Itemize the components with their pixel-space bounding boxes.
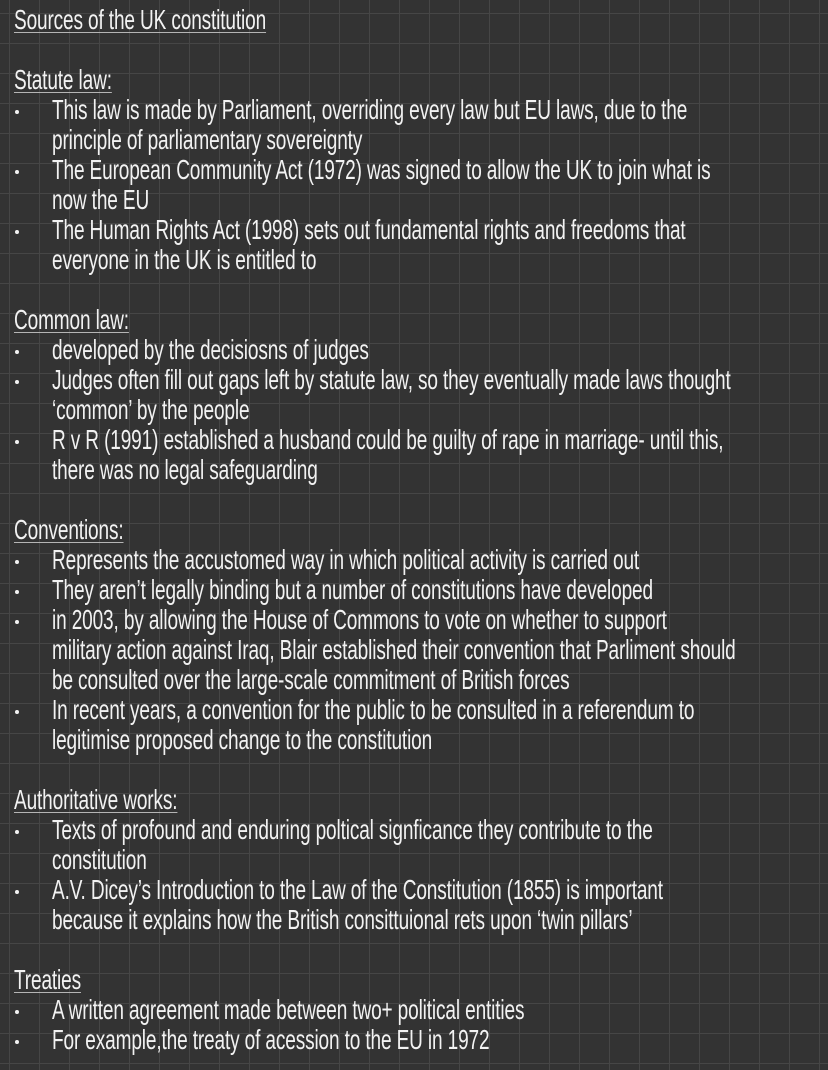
bullet-text-line: In recent years, a convention for the public to be consulted in a referendum to	[52, 694, 695, 725]
spacer	[0, 35, 828, 65]
bullet-text-line: The Human Rights Act (1998) sets out fundamental rights and freedoms that	[52, 214, 686, 245]
section-heading: Conventions:	[14, 514, 124, 545]
bullet-text-line: in 2003, by allowing the House of Commons to vote on whether to support	[52, 604, 667, 635]
section-authoritative-works	[0, 785, 828, 935]
bullet-item	[0, 335, 828, 365]
bullet-icon	[15, 440, 19, 444]
bullet-item	[0, 1025, 828, 1055]
bullet-text-line: They aren’t legally binding but a number of constitutions have developed	[52, 574, 653, 605]
bullet-text-line: because it explains how the British consittuional rets upon ‘twin pillars’	[52, 904, 633, 935]
bullet-icon	[15, 620, 19, 624]
bullet-item	[0, 545, 828, 575]
bullet-text-line: constitution	[52, 844, 147, 875]
page-title: Sources of the UK constitution	[14, 4, 267, 35]
section-heading-row	[0, 305, 828, 335]
bullet-icon	[15, 1040, 19, 1044]
spacer	[0, 935, 828, 965]
bullet-icon	[15, 110, 19, 114]
spacer	[0, 755, 828, 785]
section-heading: Authoritative works:	[14, 784, 178, 815]
bullet-item	[0, 365, 828, 425]
bullet-item	[0, 605, 828, 695]
section-heading: Common law:	[14, 304, 129, 335]
section-heading-row	[0, 965, 828, 995]
bullet-icon	[15, 710, 19, 714]
bullet-text-line: everyone in the UK is entitled to	[52, 244, 317, 275]
bullet-text-line: ‘common’ by the people	[52, 394, 250, 425]
bullet-text-line: A.V. Dicey’s Introduction to the Law of the Constitution (1855) is important	[52, 874, 663, 905]
bullet-text-line: developed by the decisiosns of judges	[52, 334, 369, 365]
bullet-item	[0, 995, 828, 1025]
bullet-icon	[15, 170, 19, 174]
section-heading: Treaties	[14, 964, 81, 995]
bullet-icon	[15, 380, 19, 384]
bullet-text-line: there was no legal safeguarding	[52, 454, 318, 485]
bullet-text-line: Judges often fill out gaps left by statute law, so they eventually made laws thought	[52, 364, 731, 395]
section-conventions	[0, 515, 828, 755]
bullet-text-line: R v R (1991) established a husband could be guilty of rape in marriage- until this,	[52, 424, 724, 455]
bullet-item	[0, 875, 828, 935]
bullet-icon	[15, 590, 19, 594]
bullet-text-line: legitimise proposed change to the constitution	[52, 724, 433, 755]
bullet-text-line: now the EU	[52, 184, 150, 215]
bullet-item	[0, 95, 828, 155]
bullet-icon	[15, 230, 19, 234]
bullet-text-line: For example,the treaty of acession to the EU in 1972	[52, 1024, 490, 1055]
spacer	[0, 275, 828, 305]
notes-page	[0, 5, 828, 1055]
section-heading-row	[0, 785, 828, 815]
bullet-text-line: principle of parliamentary sovereignty	[52, 124, 363, 155]
bullet-item	[0, 215, 828, 275]
page-title-row	[0, 5, 828, 35]
bullet-item	[0, 575, 828, 605]
spacer	[0, 485, 828, 515]
bullet-icon	[15, 1010, 19, 1014]
bullet-item	[0, 695, 828, 755]
bullet-text-line: be consulted over the large-scale commitment of British forces	[52, 664, 570, 695]
bullet-icon	[15, 350, 19, 354]
bullet-item	[0, 425, 828, 485]
bullet-text-line: military action against Iraq, Blair established their convention that Parliment should	[52, 634, 736, 665]
section-heading-row	[0, 515, 828, 545]
bullet-item	[0, 815, 828, 875]
section-statute-law	[0, 65, 828, 275]
bullet-text-line: The European Community Act (1972) was signed to allow the UK to join what is	[52, 154, 711, 185]
bullet-text-line: Texts of profound and enduring poltical signficance they contribute to the	[52, 814, 653, 845]
bullet-icon	[15, 560, 19, 564]
bullet-item	[0, 155, 828, 215]
section-common-law	[0, 305, 828, 485]
bullet-icon	[15, 890, 19, 894]
bullet-text-line: This law is made by Parliament, overriding every law but EU laws, due to the	[52, 94, 688, 125]
section-treaties	[0, 965, 828, 1055]
section-heading: Statute law:	[14, 64, 112, 95]
section-heading-row	[0, 65, 828, 95]
bullet-icon	[15, 830, 19, 834]
bullet-text-line: A written agreement made between two+ political entities	[52, 994, 525, 1025]
bullet-text-line: Represents the accustomed way in which political activity is carried out	[52, 544, 640, 575]
